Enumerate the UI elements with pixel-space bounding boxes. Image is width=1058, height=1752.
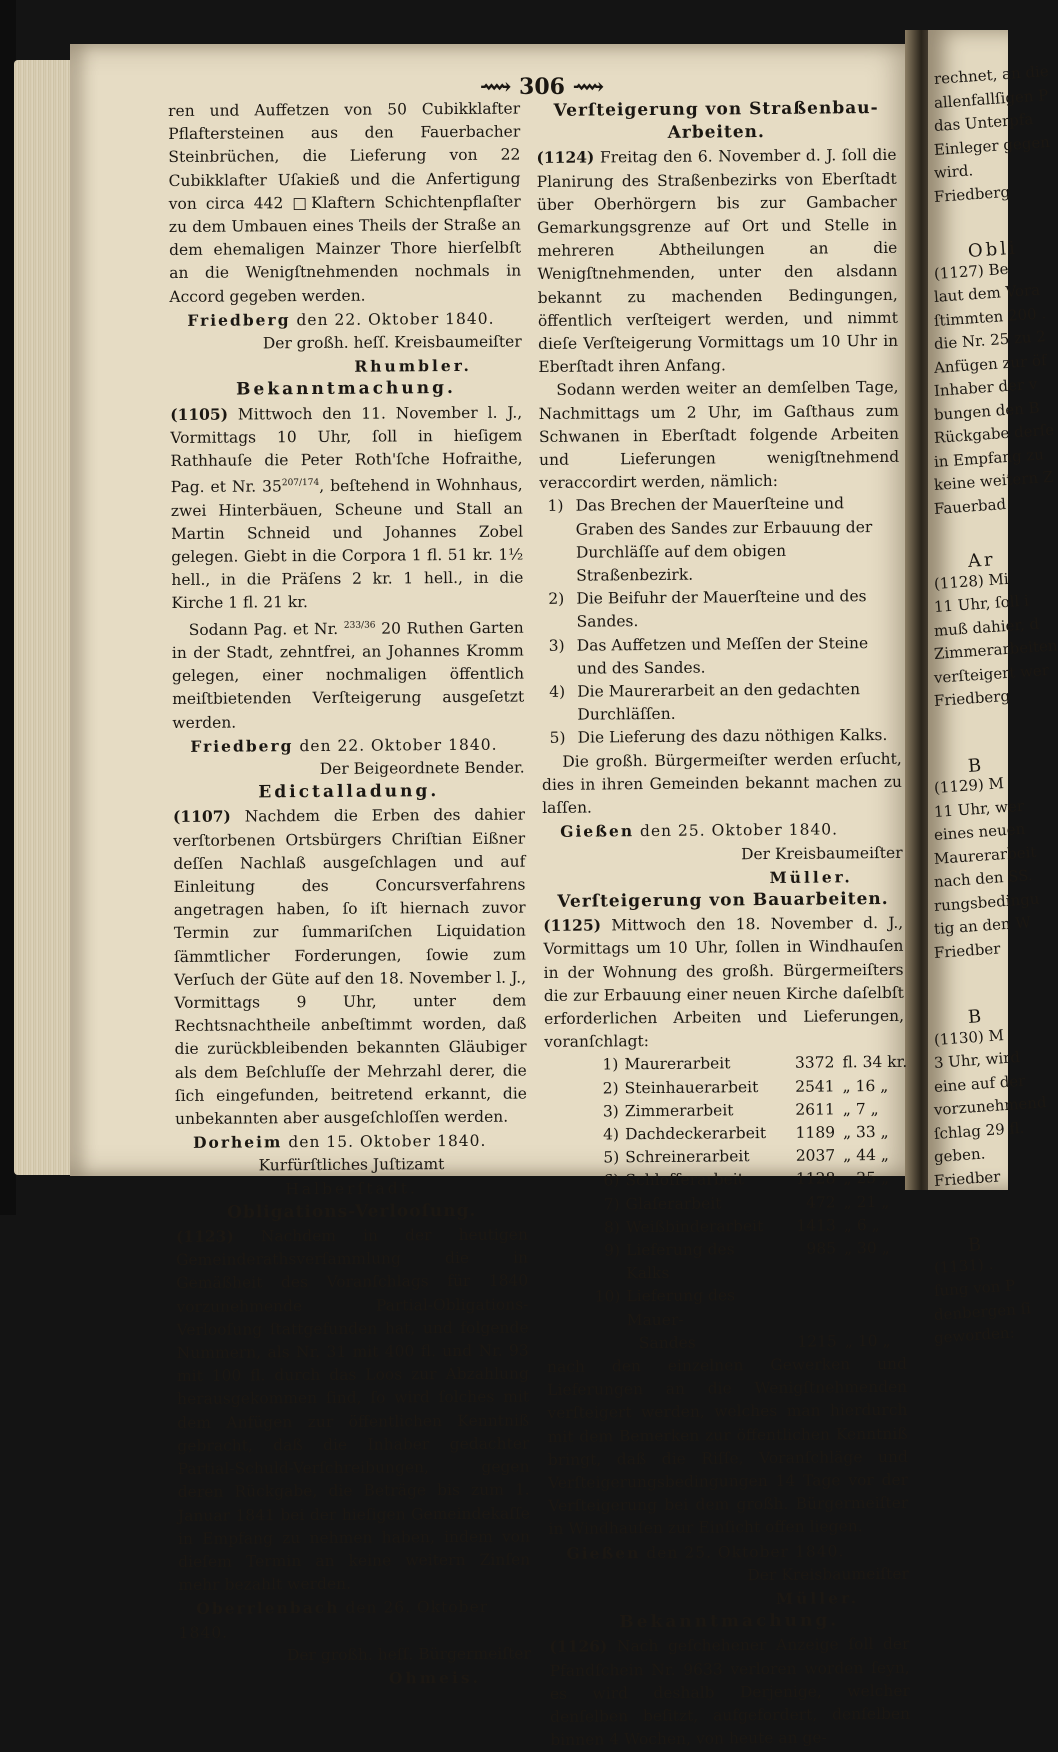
cost-amount: 1189 bbox=[795, 1123, 836, 1142]
cost-row bbox=[545, 1144, 905, 1170]
signature-name: Müller. bbox=[769, 866, 853, 887]
notice-1125-cont: nach den einzelnen Gewerken und Lieferungen an die Wenigſtnehmenden verſteigert werden, welches man hierdurch mit dem Bemerken zur öffentlichen Kenntniß bringt, daß die Riſſe, Voranſchläge und Verſteigerungsbedingungen 14 Tage vor der Verſteigerung bei dem großh. Bürgermeiſter in Windhauſen zur Einſicht offen liegen. bbox=[546, 1354, 909, 1539]
facing-page-fragment: 11 Uhr, ſoll i bbox=[933, 591, 1030, 616]
facing-page-fragment: geben. bbox=[933, 1144, 986, 1166]
cost-unit: „ 6 „ bbox=[843, 1215, 880, 1235]
notice-1125 bbox=[543, 911, 904, 1054]
cost-amount: 1128 bbox=[795, 1169, 836, 1189]
notice-text: Mittwoch den 11. November l. J., Vormittags 10 Uhr, ſoll in hieſigem Rathhauſe die Peter Roth'ſche Hofraithe, Pag. et Nr. 35 bbox=[170, 403, 523, 497]
facing-page-fragment: eine auf der bbox=[933, 1071, 1026, 1096]
header-ornament-right: ⟿ bbox=[572, 74, 605, 100]
cost-amount: 3372 bbox=[794, 1053, 835, 1073]
list-item-number: 2) bbox=[548, 590, 565, 609]
cost-unit: „ 21 „ bbox=[843, 1192, 890, 1211]
facing-page-fragment: Einleger gegen bbox=[933, 132, 1051, 159]
facing-page-fragment: B bbox=[967, 1005, 985, 1028]
place-town: Friedberg bbox=[190, 735, 294, 756]
cost-table bbox=[544, 1051, 907, 1356]
facing-page-fragment: (1130) M bbox=[933, 1025, 1005, 1049]
cost-row bbox=[546, 1190, 906, 1216]
facing-page-fragment: 11 Uhr, wer bbox=[933, 796, 1025, 821]
notice-heading: Edictalladung. bbox=[258, 781, 440, 803]
cost-number: 10) bbox=[594, 1287, 621, 1306]
facing-page-fragment: tig an den W bbox=[933, 913, 1032, 938]
cost-row bbox=[546, 1283, 906, 1333]
cost-number: 2) bbox=[602, 1078, 619, 1097]
cost-number: 7) bbox=[603, 1194, 620, 1213]
notice-text: , beſtehend in Wohnhaus, zwei Hinterbäuen, Scheune und Stall an Martin Schneid und Johannes Zobel gelegen. Giebt in die Corpora 1 fl. 51 kr. 1½ hell., in die Präſens 2 kr. 1 hell., in die Kirche 1 fl. 21 kr. bbox=[170, 475, 524, 613]
facing-page-fragment: Fauerbad bbox=[933, 494, 1007, 518]
notice-heading: Verſteigerung von Bauarbeiten. bbox=[557, 888, 889, 912]
notice-1105 bbox=[170, 400, 523, 615]
list-item-text: Die Maurerarbeit an den gedachten Durchläſſen. bbox=[577, 680, 861, 724]
place-date-text: den 22. Oktober 1840. bbox=[299, 735, 498, 755]
facing-page-fragment: Obli bbox=[967, 237, 1019, 262]
left-column bbox=[168, 98, 531, 1692]
notice-text: Mittwoch den 18. November d. J., Vormittags um 10 Uhr, ſollen in Windhauſen in der Wohnung des großh. Bürgermeiſters die zur Erbauung einer neuen Kirche daſelbſt erforderlichen Arbeiten und Lieferungen, voranſchlagt: bbox=[543, 913, 905, 1052]
signature-name: Rhumbler. bbox=[354, 356, 472, 376]
cost-amount: 2037 bbox=[795, 1146, 836, 1165]
notice-heading: Obligations-Verlooſung. bbox=[227, 1200, 477, 1223]
signature-name: Ohmeis. bbox=[388, 1667, 482, 1688]
notice-1126 bbox=[549, 1632, 910, 1752]
list-item bbox=[549, 678, 901, 727]
place-date bbox=[178, 1595, 530, 1645]
facing-page-fragment: rechnet, an die bbox=[933, 62, 1050, 88]
facing-page-fragment: geworden: bbox=[933, 1323, 1016, 1347]
cost-amount: 985 bbox=[806, 1239, 837, 1258]
notice-number: (1126) bbox=[549, 1636, 608, 1657]
fraction: 207/174 bbox=[281, 478, 320, 489]
facing-page-fragment: Ar bbox=[967, 549, 997, 572]
facing-page-fragment: 3 Uhr, wird bbox=[933, 1048, 1021, 1072]
facing-page-fragment: verſteigert wer bbox=[933, 660, 1050, 687]
notice-text: Freitag den 6. November d. J. ſoll die Planirung des Straßenbezirks von Eberſtadt über Oberhörgern bis zur Gambacher Gemarkungsgrenze auf Ort und Stelle in mehreren Abtheilungen an die Wenigſtnehmenden, unter den alsdann bekannt zu machenden Bedingungen, öffentlich verſteigert werden, und nimmt dieſe Verſteigerung Vormittags um 10 Uhr in Eberſtadt ihren Anfang. bbox=[536, 146, 899, 377]
cost-unit: „ 16 „ bbox=[842, 1076, 889, 1095]
notice-1105-cont bbox=[172, 613, 525, 735]
facing-page-fragment: laut dem Vora bbox=[933, 280, 1041, 306]
cost-label: Maurerarbeit bbox=[624, 1054, 731, 1074]
facing-page-fragment: Friedberg bbox=[933, 686, 1011, 710]
place-date bbox=[172, 732, 524, 759]
facing-page-fragment: Inhaber der v bbox=[933, 374, 1038, 400]
cost-label: Lieferung des Kalks bbox=[625, 1240, 735, 1283]
facing-page-fragment: vorzunehmend bbox=[933, 1093, 1048, 1119]
cost-unit: „ 7 „ bbox=[842, 1099, 879, 1119]
facing-page-fragment: bungen den B bbox=[933, 398, 1041, 424]
list-item-number: 3) bbox=[548, 636, 565, 655]
list-item-text: Das Brechen der Mauerſteine und Graben des Sandes zur Erbauung der Durchläſſe auf dem obigen Straßenbezirk. bbox=[575, 494, 873, 585]
list-item bbox=[549, 724, 901, 750]
signature-title: Der großh. heſſ. Bürgermeiſter bbox=[286, 1644, 531, 1664]
facing-page-fragment: Friedber bbox=[933, 1166, 1001, 1190]
facing-page-fragment: Rückgabe derſe bbox=[933, 420, 1055, 447]
cost-number-empty bbox=[547, 1332, 627, 1356]
facing-page-fragment: Friedberg bbox=[933, 182, 1011, 206]
cost-number: 1) bbox=[602, 1055, 619, 1074]
facing-page-fragment: ſchlag 29 fl. bbox=[933, 1118, 1025, 1143]
facing-page-fragment: (1128) Mi bbox=[933, 569, 1010, 593]
list-item-text: Das Auffetzen und Meſſen der Steine und des Sandes. bbox=[576, 633, 869, 678]
cost-label: Zimmerarbeit bbox=[624, 1101, 734, 1120]
facing-page-fragment: B bbox=[967, 754, 985, 777]
facing-page-fragment: denbergen ſi bbox=[933, 1298, 1032, 1324]
notice-number: (1107) bbox=[172, 806, 231, 827]
facing-page-fragment: B bbox=[967, 1233, 985, 1256]
cost-number: 5) bbox=[603, 1148, 620, 1167]
cost-row bbox=[546, 1237, 906, 1287]
facing-page-fragment: wird. bbox=[933, 161, 974, 182]
continuation-text: ren und Auffetzen von 50 Cubikklafter Pflaftersteinen aus den Fauerbacher Steinbrüchen, die Lieferung von 22 Cubikklafter Uſakieß und die Anfertigung von circa 442 □Klaftern Schichtenpflaſter zu dem Umbauen eines Theils der Straße an dem ehemaligen Mainzer Thore hierſelbſt an die Wenigſtnehmenden nochmals in Accord gegeben werden. bbox=[168, 99, 522, 306]
notice-text: Sodann Pag. et Nr. bbox=[188, 619, 344, 639]
cost-number: 9) bbox=[604, 1241, 621, 1260]
cost-label: Glaſerarbeit bbox=[625, 1193, 722, 1213]
cost-row bbox=[545, 1167, 905, 1193]
notice-heading: Verſteigerung von Straßenbau-Arbeiten. bbox=[553, 98, 879, 144]
facing-page-fragment: in Empfang zu bbox=[933, 444, 1045, 471]
work-list bbox=[539, 492, 901, 750]
signature-title: Der Beigeordnete Bender. bbox=[319, 758, 525, 778]
cost-label: Schreinerarbeit bbox=[625, 1147, 750, 1167]
facing-page-fragment: (1131) . bbox=[933, 1254, 994, 1277]
signature-name: Müller. bbox=[775, 1588, 860, 1608]
cost-number: 3) bbox=[602, 1102, 619, 1121]
signature-title: Der großh. heſſ. Kreisbaumeiſter bbox=[262, 332, 522, 353]
facing-page-fragment: muß dahier, d bbox=[933, 614, 1040, 640]
cost-row bbox=[546, 1214, 906, 1240]
notice-number: (1125) bbox=[543, 915, 602, 936]
cost-row bbox=[545, 1098, 905, 1124]
place-town: Gießen bbox=[560, 821, 635, 842]
cost-number: 8) bbox=[603, 1218, 620, 1237]
right-column bbox=[536, 97, 910, 1752]
cost-unit: fl. 34 kr. bbox=[842, 1053, 908, 1072]
notice-1124-cont bbox=[538, 376, 899, 495]
list-item-number: 5) bbox=[549, 729, 566, 748]
facing-page-fragment: allenfallſigen P bbox=[933, 85, 1049, 112]
place-date-text: den 26. Oktober 1840. bbox=[178, 1598, 489, 1642]
list-item bbox=[549, 632, 901, 681]
facing-page-fragment: rungsbedingu bbox=[933, 889, 1040, 915]
facing-page-fragment: die Nr. 25 zu 2 bbox=[933, 327, 1047, 353]
notice-number: (1124) bbox=[536, 147, 595, 168]
cost-number: 6) bbox=[603, 1171, 620, 1190]
list-item bbox=[548, 585, 900, 634]
notice-text: Die großh. Bürgermeiſter werden erſucht, dies in ihren Gemeinden bekannt machen zu laſſen. bbox=[541, 749, 903, 818]
cost-label: Weißbinderarbeit bbox=[625, 1216, 764, 1237]
court-name: Kurfürſtliches Juſtizamt bbox=[258, 1155, 445, 1175]
header-ornament-left: ⟿ bbox=[479, 74, 512, 100]
place-date-text: den 22. Oktober 1840. bbox=[296, 309, 495, 329]
cost-unit: „ 33 „ bbox=[842, 1122, 889, 1142]
cost-amount: 1215 bbox=[797, 1332, 837, 1351]
notice-number: (1123) bbox=[175, 1226, 234, 1247]
notice-text: 20 Ruthen Garten in der Stadt, zehntfrei, an Johannes Kromm gelegen, einer nochmaligen öffentlich meiſtbietenden Verſteigerung ausgeſetzt werden. bbox=[171, 618, 525, 732]
place-date-text: den 25. Oktober 1840. bbox=[646, 1541, 845, 1562]
cost-unit: „ 25 „ bbox=[843, 1169, 890, 1188]
facing-page bbox=[928, 30, 1058, 1347]
notice-text: Nachdem die Erben des dahier verſtorbenen Ortsbürgers Chriſtian Eißner deſſen Nachlaß ausgeſchlagen und auf Einleitung des Concursverfahrens angetragen haben, ſo iſt hiernach zuvor Termin zur ſummariſchen Liquidation ſämmtlicher Forderungen, ſowie zum Verſuch der Güte auf den 18. November l. J., Vormittags 9 Uhr, unter dem Rechtsnachtheile anbeſtimmt worden, daß die zurückbleibenden bekannten Gläubiger als dem Beſchluſſe der Mehrzahl derer, die ſich eingefunden, beitretend erkannt, die unbekannten aber ausgeſchloſſen werden. bbox=[173, 805, 528, 1129]
cost-row bbox=[547, 1330, 907, 1356]
facing-page-fragment: (1129) M bbox=[933, 774, 1005, 797]
cost-amount: 2611 bbox=[795, 1100, 835, 1119]
cost-unit: „ 10 „ bbox=[844, 1331, 891, 1351]
facing-page-fragment: Maurerarbeit bbox=[933, 842, 1037, 868]
place-town: Friedberg bbox=[187, 309, 291, 330]
signature-title: Der Kreisbaumeiſter bbox=[747, 1564, 909, 1585]
notice-text: Nachdem in der heutigen Gemeinderathsverſammlung die in Gemäßheit des Voranſchlags für 1840 vorzunehmende Partial-Obligations-Verlooſung ſtattgefunden hat, und folgende Nummern, als Nr. 31 mit 400 fl. und Nr. 93 mit 100 fl. durch das Loos zur Abzahlung herausgekommen ſind, ſo wird ſolches mit dem Anfügen zur öffentlichen Kenntniß gebracht, daß die Inhaber gedachter Partial-Schuld-Verſchreibungen, gegen deren Rückgabe, die Beträge bis zum 1. Januar 1841 bei der hieſigen Gemeindekaſſe in Empfang zu nehmen haben, indem von dieſem Termin an keine weitern Zinſen mehr bezahlt werden. bbox=[176, 1225, 531, 1595]
notice-1107 bbox=[173, 803, 527, 1131]
place-town: Gießen bbox=[566, 1542, 641, 1563]
notice-text: Nach geſchehener Anzeige ſoll der Pfandſchein Nr. 9633 verloren worden ſeyn, es wird deshalb Derjenige, welcher denſelben beſitzt, aufgefordert, denſelben binnen 4 Wochen, von heute an ge- bbox=[549, 1635, 911, 1750]
facing-page-fragment: ſtimmten 200 . bbox=[933, 303, 1047, 330]
facing-page-fragment: eines neuen bbox=[933, 819, 1026, 844]
place-date bbox=[175, 1129, 527, 1156]
cost-amount: 2541 bbox=[795, 1076, 835, 1096]
signature-title: Der Kreisbaumeiſter bbox=[740, 843, 903, 863]
cost-row bbox=[544, 1051, 908, 1077]
place-date-text: den 15. Oktober 1840. bbox=[288, 1132, 487, 1152]
notice-1124 bbox=[536, 143, 898, 379]
facing-page-fragment: Zimmerarbeiten bbox=[933, 636, 1058, 663]
notice-text: Sodann werden weiter an demſelben Tage, Nachmittags um 2 Uhr, im Gaſthaus zum Schwanen in Eberſtadt folgende Arbeiten und Lieferungen wenigſtnehmend veraccordirt werden, nämlich: bbox=[538, 378, 900, 493]
list-item-text: Die Lieferung des dazu nöthigen Kalks. bbox=[577, 726, 888, 748]
notice-heading: Bekanntmachung. bbox=[619, 1610, 840, 1633]
facing-page-fragment: das Unterpfa bbox=[933, 110, 1034, 135]
place-date bbox=[549, 1538, 909, 1565]
list-item-number: 1) bbox=[547, 497, 564, 516]
cost-row bbox=[545, 1074, 905, 1100]
facing-page-fragment: ſung von P bbox=[933, 1276, 1016, 1300]
cost-row bbox=[545, 1121, 905, 1147]
cost-label: Dachdeckerarbeit bbox=[624, 1123, 767, 1144]
court-place: Halberſtadt. bbox=[285, 1178, 418, 1198]
cost-label: Schloſſerarbeit bbox=[625, 1170, 745, 1190]
page-number: 306 bbox=[519, 74, 565, 100]
cost-number: 4) bbox=[603, 1125, 620, 1144]
list-item bbox=[547, 492, 900, 588]
cost-amount: 472 bbox=[805, 1192, 836, 1212]
list-item-text: Die Beifuhr der Mauerſteine und des Sandes. bbox=[576, 587, 867, 632]
place-date bbox=[542, 817, 902, 844]
cost-unit: „ 30 „ bbox=[843, 1238, 890, 1258]
place-date-text: den 25. Oktober 1840. bbox=[639, 820, 839, 841]
notice-number: (1105) bbox=[170, 404, 229, 424]
place-date bbox=[169, 306, 521, 333]
facing-page-fragment: Anfügen zur öf bbox=[933, 350, 1048, 377]
facing-page-fragment: Friedber bbox=[933, 938, 1001, 962]
list-item-number: 4) bbox=[549, 682, 566, 701]
facing-page-fragment: (1127) Be bbox=[933, 259, 1009, 283]
page-edges bbox=[14, 60, 72, 1175]
cost-label: Steinhauerarbeit bbox=[624, 1077, 759, 1097]
fraction: 233/36 bbox=[343, 620, 376, 631]
page-header bbox=[472, 74, 612, 100]
facing-page-fragment: nach den SS. bbox=[933, 866, 1034, 891]
cost-unit: „ 44 „ bbox=[843, 1146, 889, 1165]
facing-page-fragment: keine weitern Z bbox=[933, 467, 1054, 494]
place-town: Oberrlenbach bbox=[196, 1598, 340, 1619]
notice-1123 bbox=[176, 1223, 531, 1598]
notice-1124-end bbox=[542, 748, 903, 821]
notice-heading: Bekanntmachung. bbox=[236, 378, 456, 400]
cost-amount: 1413 bbox=[796, 1216, 836, 1235]
cost-label: Sandes bbox=[638, 1333, 696, 1352]
cost-label: Lieferung des Mauer- bbox=[626, 1286, 736, 1329]
place-town: Dorheim bbox=[192, 1132, 283, 1153]
